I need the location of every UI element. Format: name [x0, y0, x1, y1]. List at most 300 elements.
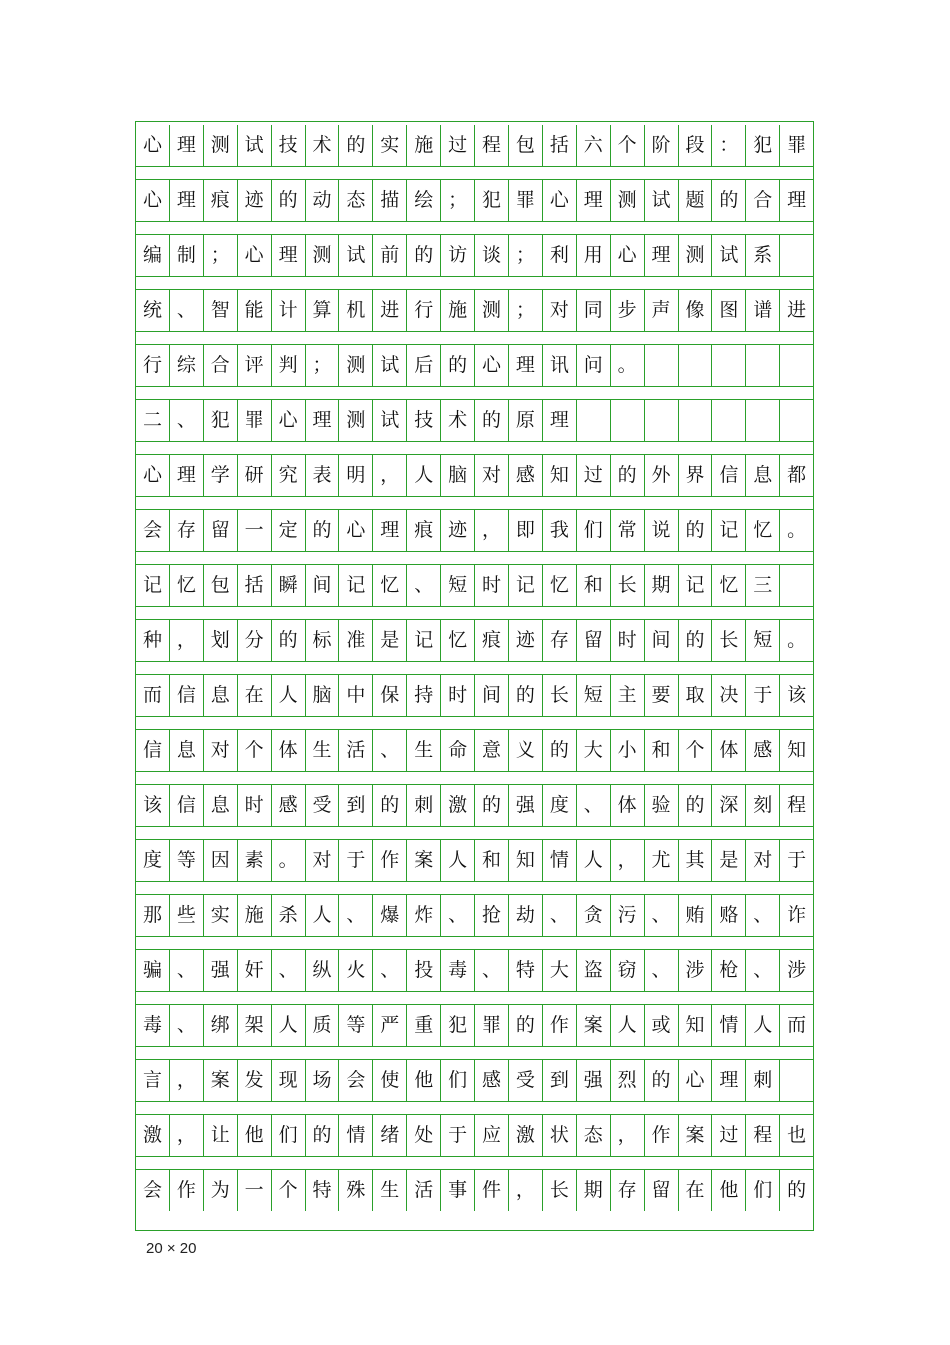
grid-row — [136, 785, 813, 826]
grid-cell: 生 — [306, 730, 340, 771]
grid-cell: 讯 — [543, 345, 577, 386]
grid-cell: 情 — [712, 1005, 746, 1046]
grid-cell: 记 — [509, 565, 543, 606]
grid-cell: ； — [306, 345, 340, 386]
grid-row — [136, 1115, 813, 1156]
grid-cell: 原 — [509, 400, 543, 441]
grid-cell: 试 — [339, 235, 373, 276]
grid-cell: 测 — [306, 235, 340, 276]
grid-row — [136, 125, 813, 166]
grid-row — [136, 1060, 813, 1101]
grid-cell: 纵 — [306, 950, 340, 991]
grid-cell: 状 — [543, 1115, 577, 1156]
grid-cell: 知 — [787, 739, 807, 761]
grid-cell: 问 — [577, 345, 611, 386]
grid-cell: 知 — [509, 840, 543, 881]
grid-cell: 合 — [204, 345, 238, 386]
grid-cell: 行 — [136, 345, 170, 386]
grid-cell: 用 — [577, 235, 611, 276]
grid-cell: 实 — [204, 895, 238, 936]
row-gap — [136, 441, 813, 455]
grid-cell: 其 — [679, 840, 713, 881]
grid-cell: 态 — [577, 1115, 611, 1156]
grid-cell: 火 — [339, 950, 373, 991]
grid-row — [136, 950, 813, 991]
grid-cell: 忆 — [441, 620, 475, 661]
grid-cell: 们 — [746, 1170, 780, 1211]
grid-cell: 该 — [136, 785, 170, 826]
grid-cell: 质 — [306, 1005, 340, 1046]
grid-cell: 的 — [272, 180, 306, 221]
grid-cell: 那 — [136, 895, 170, 936]
row-gap — [136, 331, 813, 345]
grid-cell: 个 — [611, 125, 645, 166]
grid-cell: 个 — [272, 1170, 306, 1211]
grid-cell: 。 — [611, 345, 645, 386]
grid-cell: 分 — [238, 620, 272, 661]
grid-cell: 迹 — [509, 620, 543, 661]
grid-cell: 留 — [645, 1170, 679, 1211]
grid-cell: 痕 — [475, 620, 509, 661]
grid-cell: 留 — [577, 620, 611, 661]
grid-cell: 痕 — [204, 180, 238, 221]
grid-cell: 发 — [238, 1060, 272, 1101]
grid-cell: 能 — [238, 290, 272, 331]
grid-cell: 进 — [373, 290, 407, 331]
grid-cell: 心 — [339, 510, 373, 551]
grid-cell: 强 — [577, 1060, 611, 1101]
grid-cell: 命 — [441, 730, 475, 771]
grid-cell — [712, 400, 746, 441]
grid-cell: 试 — [373, 400, 407, 441]
grid-cell: 施 — [441, 290, 475, 331]
grid-cell: 人 — [611, 1005, 645, 1046]
grid-cell: 知 — [679, 1005, 713, 1046]
grid-cell: 留 — [204, 510, 238, 551]
grid-cell: 过 — [441, 125, 475, 166]
grid-cell: 活 — [339, 730, 373, 771]
row-gap — [136, 716, 813, 730]
grid-cell: 作 — [373, 840, 407, 881]
grid-cell: 于 — [441, 1115, 475, 1156]
grid-cell: 时 — [611, 620, 645, 661]
grid-cell: 忆 — [170, 565, 204, 606]
grid-cell: 制 — [170, 235, 204, 276]
manuscript-grid — [135, 121, 814, 1231]
grid-cell: 对 — [475, 455, 509, 496]
grid-cell: 存 — [170, 510, 204, 551]
grid-cell: 件 — [475, 1170, 509, 1211]
row-gap — [136, 936, 813, 950]
grid-cell: 界 — [679, 455, 713, 496]
grid-cell: 的 — [339, 125, 373, 166]
grid-cell: 划 — [204, 620, 238, 661]
grid-cell: 盗 — [577, 950, 611, 991]
grid-cell: 刺 — [746, 1060, 780, 1101]
grid-cell: 毒 — [136, 1005, 170, 1046]
grid-cell: 殊 — [339, 1170, 373, 1211]
grid-cell: 到 — [339, 785, 373, 826]
grid-cell: 人 — [272, 675, 306, 716]
grid-cell: 对 — [746, 840, 780, 881]
grid-cell: 度 — [543, 785, 577, 826]
grid-cell: 、 — [170, 950, 204, 991]
grid-cell: 情 — [543, 840, 577, 881]
grid-cell: 即 — [509, 510, 543, 551]
grid-cell: 大 — [577, 730, 611, 771]
grid-cell: 理 — [306, 400, 340, 441]
grid-cell: 心 — [543, 180, 577, 221]
grid-cell: 记 — [407, 620, 441, 661]
grid-cell: 期 — [645, 565, 679, 606]
grid-cell: 短 — [577, 675, 611, 716]
grid-cell: 的 — [407, 235, 441, 276]
grid-cell: 心 — [136, 180, 170, 221]
grid-cell: 到 — [543, 1060, 577, 1101]
grid-cell: 判 — [272, 345, 306, 386]
grid-cell: 的 — [306, 510, 340, 551]
grid-cell: 忆 — [712, 565, 746, 606]
grid-cell: ； — [509, 290, 543, 331]
grid-cell: 等 — [170, 840, 204, 881]
grid-cell: 爆 — [373, 895, 407, 936]
grid-cell: 的 — [679, 510, 713, 551]
grid-cell: 时 — [238, 785, 272, 826]
grid-cell: ， — [509, 1170, 543, 1211]
grid-cell — [746, 345, 780, 386]
grid-cell: 于 — [746, 675, 780, 716]
grid-cell: 声 — [645, 290, 679, 331]
grid-cell: 人 — [441, 840, 475, 881]
grid-cell: 犯 — [746, 125, 780, 166]
grid-row — [136, 180, 813, 221]
grid-row — [136, 345, 813, 386]
grid-cell: 他 — [238, 1115, 272, 1156]
grid-cell: 系 — [746, 235, 780, 276]
grid-cell: 激 — [441, 785, 475, 826]
grid-cell: 该 — [787, 684, 807, 706]
grid-cell: 罪 — [238, 400, 272, 441]
grid-cell: 的 — [787, 1179, 807, 1201]
grid-cell: 现 — [272, 1060, 306, 1101]
grid-cell: 、 — [475, 950, 509, 991]
grid-row — [136, 455, 813, 496]
grid-cell: 心 — [238, 235, 272, 276]
grid-cell: 括 — [238, 565, 272, 606]
grid-cell: 三 — [746, 565, 780, 606]
grid-cell: 试 — [373, 345, 407, 386]
grid-cell: 研 — [238, 455, 272, 496]
grid-cell: 绑 — [204, 1005, 238, 1046]
grid-cell: 窃 — [611, 950, 645, 991]
grid-cell: 罪 — [509, 180, 543, 221]
grid-cell: 的 — [373, 785, 407, 826]
grid-cell: 使 — [373, 1060, 407, 1101]
grid-cell: 、 — [272, 950, 306, 991]
grid-cell: 特 — [306, 1170, 340, 1211]
grid-cell: 、 — [339, 895, 373, 936]
grid-cell: 记 — [712, 510, 746, 551]
grid-cell: 脑 — [441, 455, 475, 496]
grid-cell: 罪 — [475, 1005, 509, 1046]
grid-cell: ， — [373, 455, 407, 496]
grid-cell: 术 — [306, 125, 340, 166]
grid-cell: 刻 — [746, 785, 780, 826]
grid-cell: 犯 — [204, 400, 238, 441]
grid-cell: 理 — [170, 455, 204, 496]
grid-cell: 对 — [204, 730, 238, 771]
grid-row — [136, 1170, 813, 1211]
grid-cell: 利 — [543, 235, 577, 276]
grid-cell: 种 — [136, 620, 170, 661]
row-gap — [136, 991, 813, 1005]
grid-row — [136, 730, 813, 771]
grid-cell: 长 — [611, 565, 645, 606]
grid-cell: 息 — [204, 785, 238, 826]
row-gap — [136, 551, 813, 565]
grid-cell: 案 — [407, 840, 441, 881]
grid-cell: 激 — [509, 1115, 543, 1156]
grid-cell: 程 — [787, 794, 807, 816]
grid-cell: 技 — [407, 400, 441, 441]
row-gap — [136, 1101, 813, 1115]
grid-cell: 会 — [339, 1060, 373, 1101]
grid-cell — [712, 345, 746, 386]
grid-cell: 过 — [577, 455, 611, 496]
grid-cell: 明 — [339, 455, 373, 496]
grid-cell: 架 — [238, 1005, 272, 1046]
grid-cell: 、 — [746, 895, 780, 936]
grid-cell: 究 — [272, 455, 306, 496]
grid-cell: 应 — [475, 1115, 509, 1156]
row-gap — [136, 276, 813, 290]
grid-cell: 的 — [543, 730, 577, 771]
grid-cell: 严 — [373, 1005, 407, 1046]
grid-cell: 迹 — [238, 180, 272, 221]
grid-cell: 评 — [238, 345, 272, 386]
grid-cell: 作 — [645, 1115, 679, 1156]
row-gap — [136, 826, 813, 840]
grid-cell: 炸 — [407, 895, 441, 936]
grid-cell: 六 — [577, 125, 611, 166]
row-gap — [136, 881, 813, 895]
grid-cell: 动 — [306, 180, 340, 221]
grid-cell: 人 — [272, 1005, 306, 1046]
grid-cell — [577, 400, 611, 441]
grid-cell: 劫 — [509, 895, 543, 936]
grid-cell: 常 — [611, 510, 645, 551]
grid-cell: 都 — [787, 464, 807, 486]
grid-cell: 试 — [645, 180, 679, 221]
grid-cell: 他 — [712, 1170, 746, 1211]
grid-cell: 长 — [543, 1170, 577, 1211]
grid-cell: 犯 — [475, 180, 509, 221]
grid-cell: 长 — [712, 620, 746, 661]
grid-cell: 理 — [787, 189, 807, 211]
grid-cell: 记 — [679, 565, 713, 606]
grid-cell: 准 — [339, 620, 373, 661]
grid-cell — [780, 400, 813, 441]
grid-cell: 理 — [170, 180, 204, 221]
grid-cell: 在 — [238, 675, 272, 716]
grid-cell: 脑 — [306, 675, 340, 716]
grid-cell: 贪 — [577, 895, 611, 936]
grid-cell: 知 — [543, 455, 577, 496]
grid-cell: 持 — [407, 675, 441, 716]
grid-cell: ； — [509, 235, 543, 276]
grid-cell: 人 — [306, 895, 340, 936]
grid-cell: 等 — [339, 1005, 373, 1046]
grid-cell: 绘 — [407, 180, 441, 221]
grid-cell: 、 — [543, 895, 577, 936]
grid-cell: 时 — [475, 565, 509, 606]
grid-cell: 赂 — [712, 895, 746, 936]
grid-cell: 会 — [136, 1170, 170, 1211]
grid-cell: 理 — [577, 180, 611, 221]
grid-cell: 感 — [746, 730, 780, 771]
grid-cell: 瞬 — [272, 565, 306, 606]
row-gap — [136, 771, 813, 785]
grid-cell: 。 — [272, 840, 306, 881]
grid-cell: 感 — [509, 455, 543, 496]
grid-cell: 短 — [746, 620, 780, 661]
grid-cell: 于 — [787, 849, 807, 871]
grid-cell: 特 — [509, 950, 543, 991]
grid-cell: 施 — [238, 895, 272, 936]
grid-cell: 是 — [712, 840, 746, 881]
grid-cell: 强 — [204, 950, 238, 991]
grid-cell — [679, 345, 713, 386]
grid-cell: 和 — [475, 840, 509, 881]
grid-cell: 计 — [272, 290, 306, 331]
grid-cell: 期 — [577, 1170, 611, 1211]
grid-cell: 段 — [679, 125, 713, 166]
grid-cell: 心 — [475, 345, 509, 386]
grid-cell: 访 — [441, 235, 475, 276]
grid-cell: 在 — [679, 1170, 713, 1211]
grid-cell: 施 — [407, 125, 441, 166]
grid-cell: 统 — [136, 290, 170, 331]
grid-cell: 案 — [204, 1060, 238, 1101]
grid-cell: 二 — [136, 400, 170, 441]
grid-cell: 情 — [339, 1115, 373, 1156]
grid-cell: 的 — [509, 1005, 543, 1046]
grid-cell: 心 — [272, 400, 306, 441]
grid-cell: 度 — [136, 840, 170, 881]
row-gap — [136, 221, 813, 235]
grid-cell: 长 — [543, 675, 577, 716]
grid-cell: 对 — [306, 840, 340, 881]
grid-cell: 人 — [577, 840, 611, 881]
grid-cell: 、 — [645, 895, 679, 936]
grid-cell: 说 — [645, 510, 679, 551]
grid-cell: 过 — [712, 1115, 746, 1156]
grid-cell: 、 — [577, 785, 611, 826]
grid-cell: 深 — [712, 785, 746, 826]
grid-cell: 包 — [204, 565, 238, 606]
grid-cell: 而 — [136, 675, 170, 716]
grid-cell: 中 — [339, 675, 373, 716]
grid-cell: 描 — [373, 180, 407, 221]
grid-cell: 态 — [339, 180, 373, 221]
grid-cell: 信 — [170, 785, 204, 826]
grid-cell: 理 — [543, 400, 577, 441]
grid-cell: 或 — [645, 1005, 679, 1046]
grid-cell: 会 — [136, 510, 170, 551]
grid-cell: 后 — [407, 345, 441, 386]
grid-cell: 的 — [611, 455, 645, 496]
grid-cell: 涉 — [679, 950, 713, 991]
grid-cell: 息 — [204, 675, 238, 716]
grid-cell: 合 — [746, 180, 780, 221]
grid-cell: 的 — [441, 345, 475, 386]
grid-cell: 时 — [441, 675, 475, 716]
grid-cell: 受 — [306, 785, 340, 826]
grid-cell: 程 — [475, 125, 509, 166]
grid-cell: 表 — [306, 455, 340, 496]
grid-cell: 。 — [787, 519, 807, 541]
grid-cell: 一 — [238, 510, 272, 551]
grid-cell: 意 — [475, 730, 509, 771]
grid-cell: 间 — [306, 565, 340, 606]
grid-cell: 烈 — [611, 1060, 645, 1101]
grid-cell: 记 — [339, 565, 373, 606]
grid-cell: 犯 — [441, 1005, 475, 1046]
grid-cell: 信 — [170, 675, 204, 716]
grid-cell: 骗 — [136, 950, 170, 991]
grid-cell: 事 — [441, 1170, 475, 1211]
grid-cell: 息 — [170, 730, 204, 771]
grid-cell: 重 — [407, 1005, 441, 1046]
grid-cell: 智 — [204, 290, 238, 331]
grid-cell: 标 — [306, 620, 340, 661]
grid-cell: 学 — [204, 455, 238, 496]
grid-cell: 污 — [611, 895, 645, 936]
grid-cell: 的 — [679, 620, 713, 661]
grid-cell: 投 — [407, 950, 441, 991]
grid-cell: 言 — [136, 1060, 170, 1101]
grid-cell: 一 — [238, 1170, 272, 1211]
grid-cell: ， — [170, 620, 204, 661]
grid-cell: 体 — [611, 785, 645, 826]
grid-cell: 心 — [136, 455, 170, 496]
grid-cell: 同 — [577, 290, 611, 331]
grid-cell: ， — [475, 510, 509, 551]
grid-cell: 程 — [746, 1115, 780, 1156]
grid-cell: 因 — [204, 840, 238, 881]
grid-row — [136, 235, 813, 276]
grid-cell: 的 — [306, 1115, 340, 1156]
grid-cell: 们 — [577, 510, 611, 551]
grid-cell: ， — [170, 1060, 204, 1101]
grid-cell: 题 — [679, 180, 713, 221]
grid-cell: 案 — [577, 1005, 611, 1046]
grid-cell: 包 — [509, 125, 543, 166]
grid-cell: 、 — [373, 730, 407, 771]
grid-cell: 忆 — [746, 510, 780, 551]
grid-row — [136, 290, 813, 331]
grid-cell: 综 — [170, 345, 204, 386]
grid-cell: 测 — [339, 400, 373, 441]
grid-cell: 理 — [373, 510, 407, 551]
grid-cell: 刺 — [407, 785, 441, 826]
grid-cell: 机 — [339, 290, 373, 331]
grid-cell: 活 — [407, 1170, 441, 1211]
grid-cell: 的 — [509, 675, 543, 716]
grid-cell: 案 — [679, 1115, 713, 1156]
grid-row — [136, 565, 813, 606]
grid-cell: 枪 — [712, 950, 746, 991]
